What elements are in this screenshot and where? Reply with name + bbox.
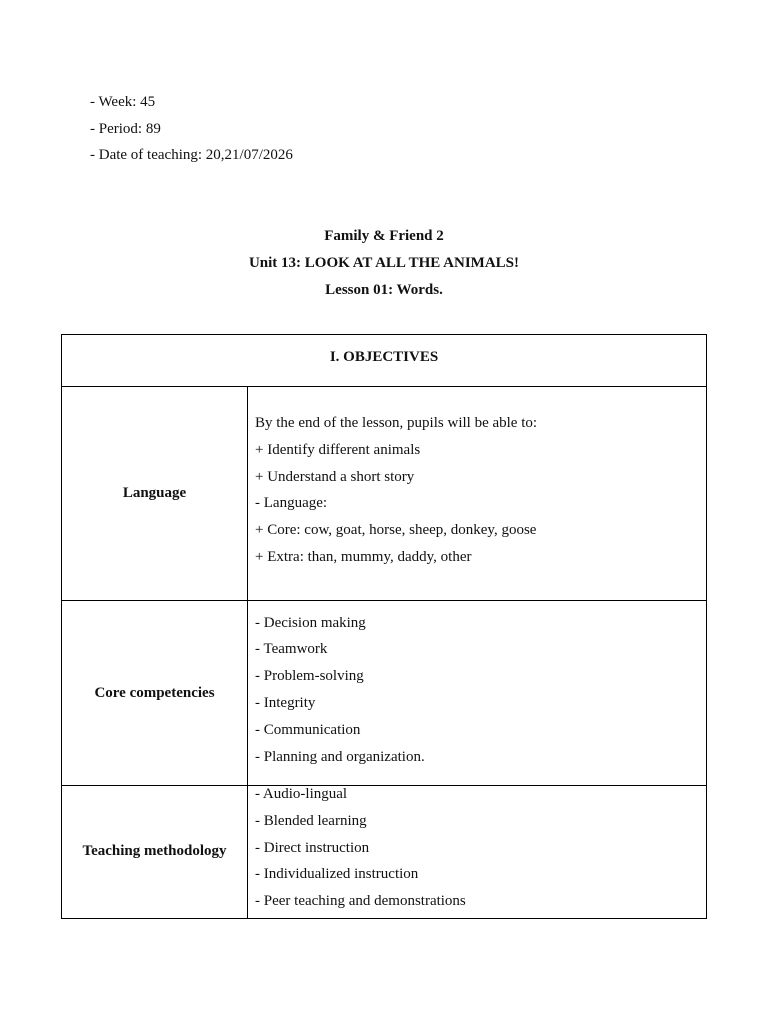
list-item: - Integrity (255, 695, 316, 711)
list-item: - Teamwork (255, 641, 328, 658)
list-item: - Decision making (255, 614, 366, 631)
list-item: - Individualized instruction (255, 866, 419, 883)
table-row (62, 601, 707, 786)
document-titles (0, 225, 768, 306)
objectives-heading-row (62, 335, 707, 387)
list-item: - Audio-lingual (255, 786, 348, 802)
row-content-core-competencies (248, 601, 707, 786)
period-line: - Period: 89 (90, 120, 161, 137)
list-item: + Understand a short story (255, 468, 415, 485)
week-line: - Week: 45 (90, 94, 156, 110)
objectives-heading-cell (62, 335, 707, 387)
list-item: + Extra: than, mummy, daddy, other (255, 548, 472, 565)
row-label-language: Language (62, 387, 248, 601)
lesson-title: Lesson 01: Words. (325, 282, 443, 298)
list-item: - Direct instruction (255, 839, 370, 856)
list-item: By the end of the lesson, pupils will be able to: (255, 415, 538, 431)
objectives-heading: I. OBJECTIVES (329, 349, 439, 365)
date-line: - Date of teaching: 20,21/07/2026 (90, 147, 293, 163)
unit-title: Unit 13: LOOK AT ALL THE ANIMALS! (248, 255, 520, 271)
list-item: + Identify different animals (255, 441, 421, 458)
row-label-teaching-methodology: Teaching methodology (62, 786, 248, 919)
row-label-core-competencies: Core competencies (62, 601, 248, 786)
objectives-table (61, 334, 707, 919)
row-content-language (248, 387, 707, 601)
row-content-teaching-methodology (248, 786, 707, 919)
list-item: + Core: cow, goat, horse, sheep, donkey, goose (255, 522, 537, 539)
list-item: - Communication (255, 721, 361, 738)
lesson-meta (90, 91, 293, 171)
list-item: - Peer teaching and demonstrations (255, 893, 466, 910)
list-item: - Language: (255, 495, 328, 512)
list-item: - Problem-solving (255, 668, 364, 685)
table-row (62, 387, 707, 601)
book-title: Family & Friend 2 (324, 228, 444, 244)
table-row (62, 786, 707, 919)
list-item: - Blended learning (255, 812, 367, 829)
list-item: - Planning and organization. (255, 748, 425, 765)
